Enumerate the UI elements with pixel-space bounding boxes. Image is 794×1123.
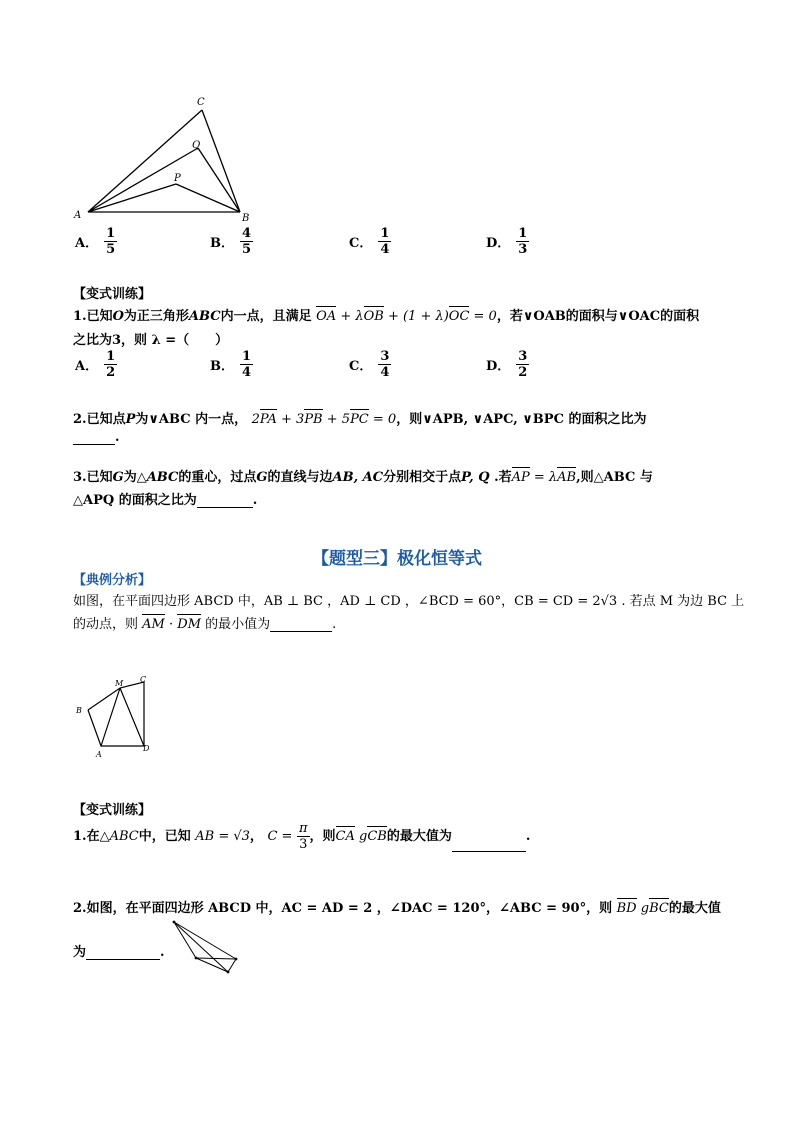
example-tag: 【典例分析】 bbox=[73, 573, 152, 588]
example-line-1: 如图，在平面四边形 ABCD 中，AB ⊥ BC ，AD ⊥ CD ，∠BCD = 60°，CB = CD = 2√3 . 若点 M 为边 BC 上 bbox=[73, 594, 745, 609]
p1-option-a: A． $\frac{1}{2}$ bbox=[75, 349, 116, 380]
problem-2-line-1: 2.已知点P为∨ABC 内一点， 2PA + 3PB + 5PC = 0，则∨APB, ∨APC, ∨BPC 的面积之比为 bbox=[73, 412, 647, 427]
problem-2-line-2: . bbox=[73, 430, 120, 445]
label-c: C bbox=[197, 97, 205, 108]
label-q: Q bbox=[192, 140, 201, 151]
problem-3-line-2: △APQ 的面积之比为 . bbox=[73, 493, 258, 508]
problem-1-line-2: 之比为3，则 λ =（ ） bbox=[73, 333, 229, 348]
label-b: B bbox=[242, 213, 250, 224]
triangle-figure-1 bbox=[66, 92, 266, 232]
p1-option-d: D． $\frac{3}{2}$ bbox=[486, 349, 528, 380]
section-tag-1: 【变式训练】 bbox=[73, 287, 152, 302]
problem-1-line-1: 1.已知O为正三角形ABC内一点，且满足 OA + λOB + (1 + λ)OC = 0，若∨OAB的面积与∨OAC的面积 bbox=[73, 309, 700, 324]
variant-2-line-1: 2.如图，在平面四边形 ABCD 中，AC = AD = 2 ，∠DAC = 120°，∠ABC = 90°，则 BD gBC的最大值 bbox=[73, 901, 721, 916]
p1-option-c: C． $\frac{3}{4}$ bbox=[349, 349, 390, 380]
label-a: A bbox=[74, 210, 82, 221]
section-tag-2: 【变式训练】 bbox=[73, 803, 152, 818]
label-m: M bbox=[115, 679, 124, 688]
label-b2: B bbox=[76, 706, 82, 715]
section-heading-3: 【题型三】极化恒等式 bbox=[312, 549, 482, 569]
problem-3-line-1: 3.已知G为△ABC的重心，过点G的直线与边AB, AC分别相交于点P, Q .若AP = λAB,则△ABC 与 bbox=[73, 470, 653, 485]
label-d2: D bbox=[143, 744, 150, 753]
p1-option-b: B． $\frac{1}{4}$ bbox=[210, 349, 252, 380]
variant-2-line-2: 为 . bbox=[73, 945, 165, 960]
option-a: A． $\frac{1}{5}$ bbox=[75, 226, 116, 257]
label-p: P bbox=[174, 173, 181, 184]
option-d: D． $\frac{1}{3}$ bbox=[486, 226, 528, 257]
quadrilateral-figure-3 bbox=[168, 914, 244, 978]
variant-1-line: 1.在△ABC中，已知 AB = √3， C = $\frac{\pi}{3}$ ，则CA gCB的最大值为 . bbox=[73, 821, 531, 852]
label-a2: A bbox=[96, 750, 102, 759]
option-c: C． $\frac{1}{4}$ bbox=[349, 226, 390, 257]
quadrilateral-figure-2 bbox=[70, 672, 170, 762]
example-line-2: 的动点，则 AM · DM 的最小值为 . bbox=[73, 617, 337, 632]
label-c2: C bbox=[140, 675, 147, 684]
option-b: B． $\frac{4}{5}$ bbox=[210, 226, 252, 257]
